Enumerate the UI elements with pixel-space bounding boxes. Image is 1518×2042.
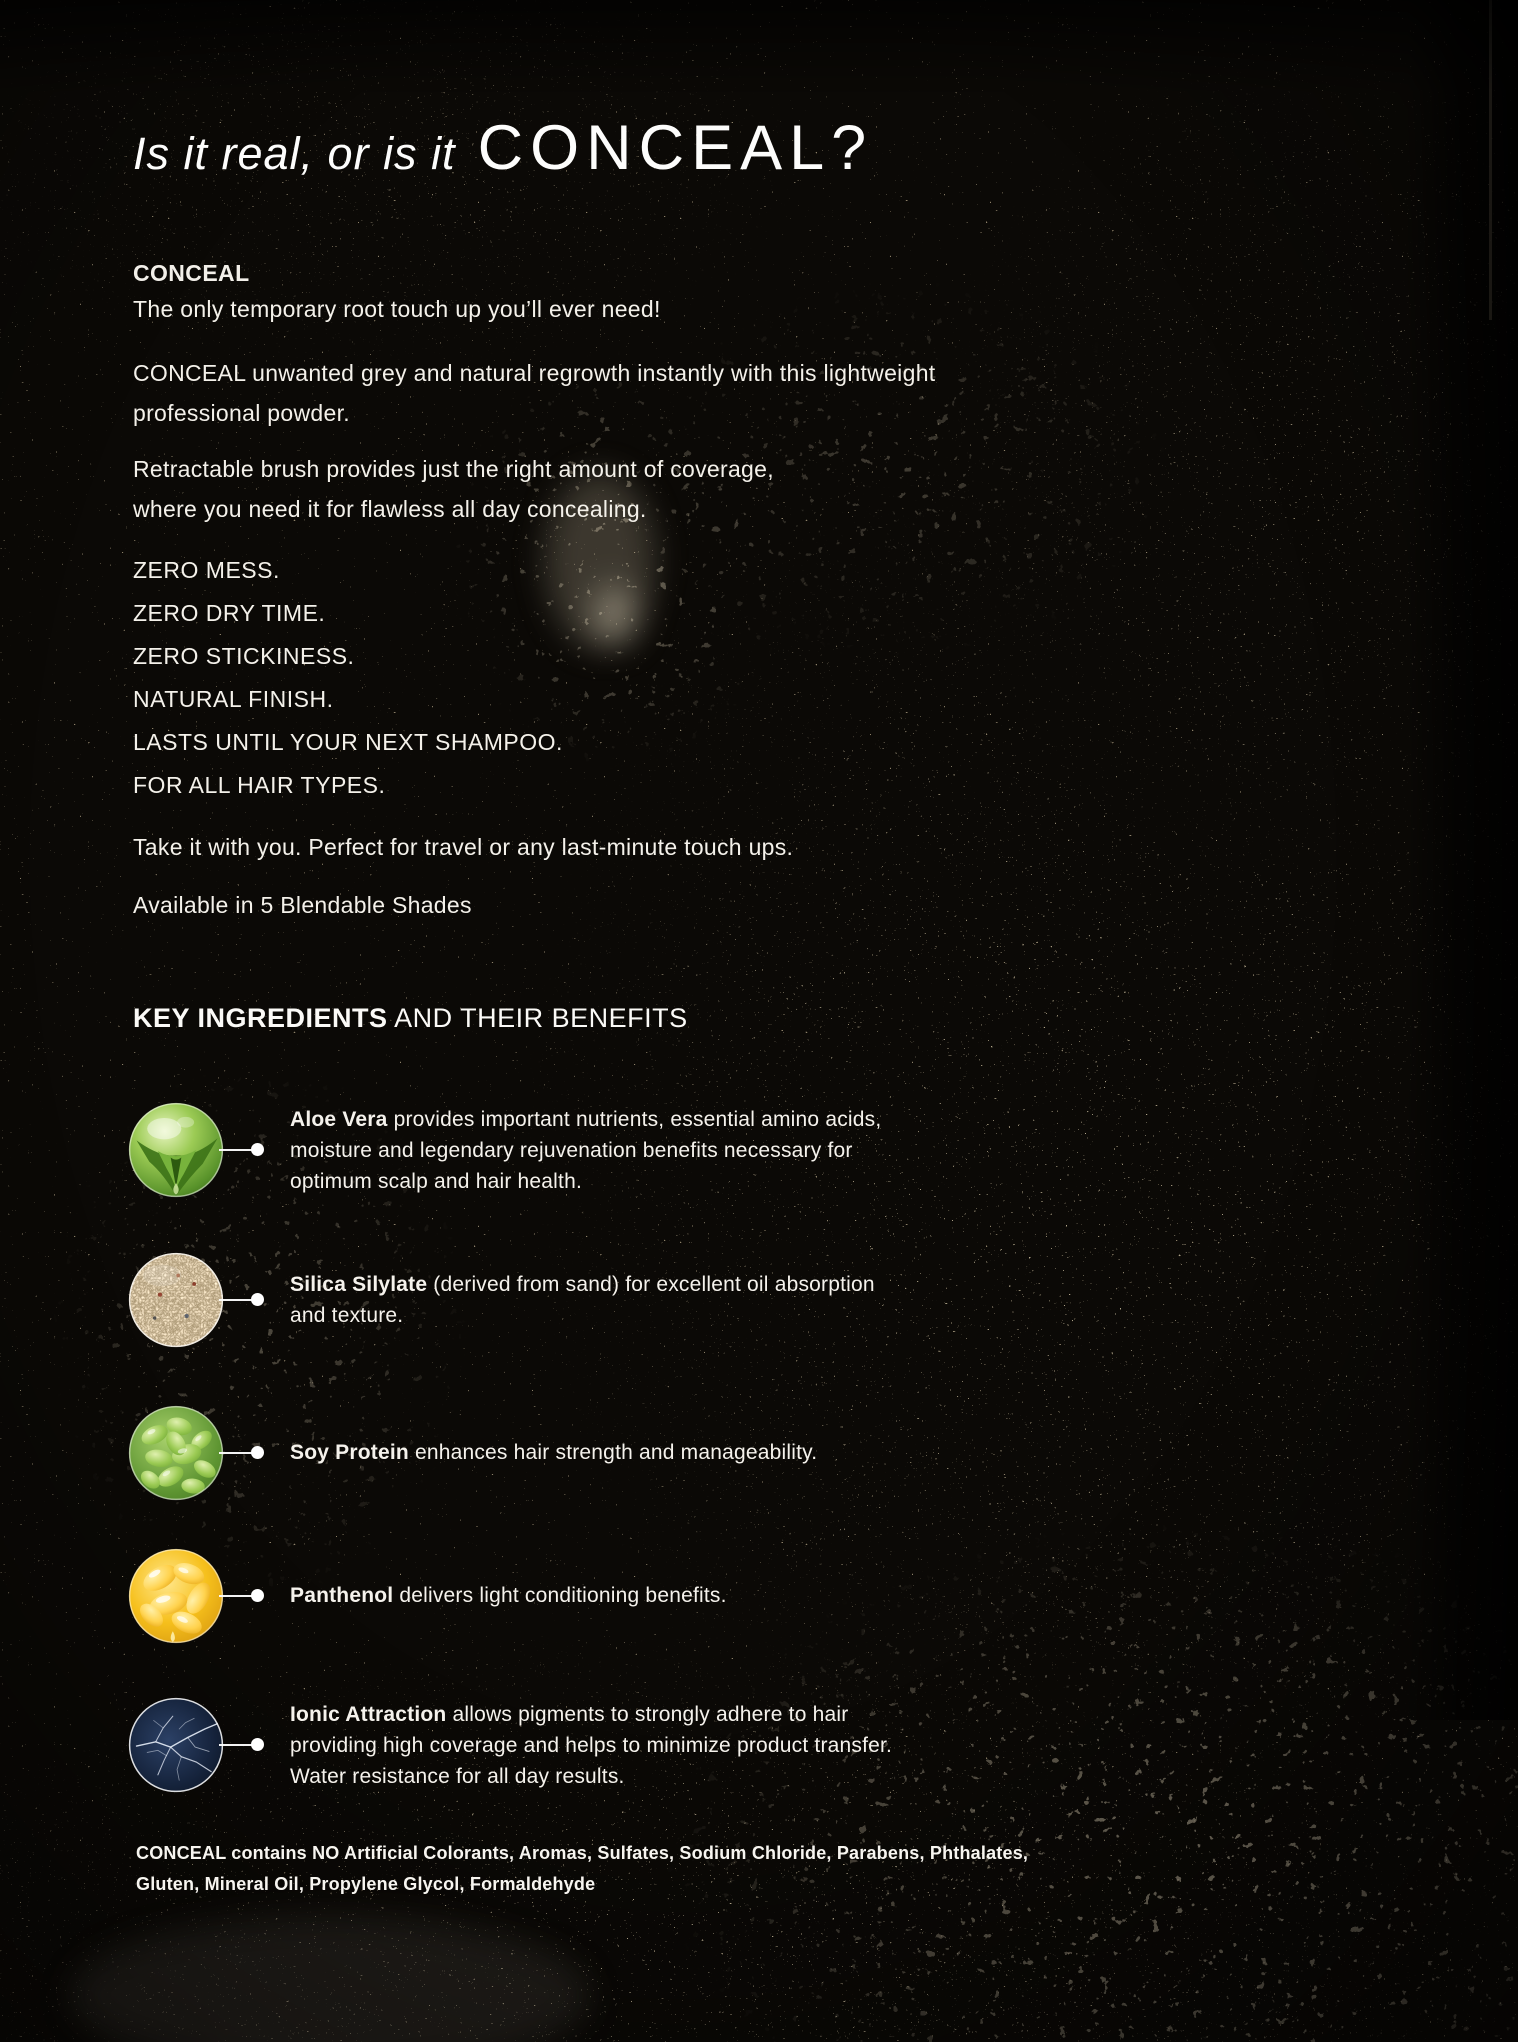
aloe-vera-image [128,1102,224,1198]
ingredient-row-ionic-attraction [0,1697,1518,1793]
ingredient-line [290,1580,727,1611]
panthenol-description [290,1580,727,1611]
soy-beans-image [128,1405,224,1501]
ingredient-line: and texture. [290,1304,404,1327]
paragraph-line: where you need it for flawless all day concealing. [133,496,647,522]
connector-dot [251,1446,264,1459]
feature-item: ZERO STICKINESS. [133,643,355,669]
disclaimer-line: CONCEAL contains NO Artificial Colorants, Aromas, Sulfates, Sodium Chloride, Parabens, Phthalates, [136,1843,1029,1863]
sand-grains-image [128,1252,224,1348]
ionic-energy-image [128,1697,224,1793]
ingredient-name: Aloe Vera [290,1108,388,1131]
ingredient-row-aloe-vera [0,1102,1518,1198]
feature-item: NATURAL FINISH. [133,686,334,712]
title-question-text: Is it real, or is it [133,128,456,179]
paragraph-retractable-brush [133,449,1133,529]
product-tagline: The only temporary root touch up you’ll ever need! [133,296,661,322]
feature-list [133,549,1133,807]
ionic-attraction-description [290,1699,892,1792]
key-ingredients-heading-bold: KEY INGREDIENTS [133,1003,388,1033]
travel-note: Take it with you. Perfect for travel or any last-minute touch ups. [133,834,794,860]
ingredient-free-disclaimer [136,1838,1028,1900]
ingredient-name: Silica Silylate [290,1273,428,1296]
key-ingredients-heading [133,1003,1133,1034]
connector-line [219,1149,253,1151]
soy-beans-illustration [128,1405,224,1501]
ingredient-name: Ionic Attraction [290,1703,447,1726]
soy-protein-description [290,1437,817,1468]
disclaimer-line: Gluten, Mineral Oil, Propylene Glycol, Formaldehyde [136,1874,596,1894]
aloe-vera-description [290,1104,881,1197]
golden-capsules-illustration [128,1548,224,1644]
ingredient-text: delivers light conditioning benefits. [399,1584,727,1607]
ingredient-line [290,1437,817,1468]
golden-capsules-image [128,1548,224,1644]
ingredient-row-silica-silylate [0,1252,1518,1348]
product-name-heading: CONCEAL [133,260,250,286]
connector-line [219,1595,253,1597]
ingredient-line: optimum scalp and hair health. [290,1170,582,1193]
ingredient-line [290,1104,881,1135]
ingredient-row-soy-protein [0,1405,1518,1501]
ingredient-text: provides important nutrients, essential amino acids, [393,1108,882,1131]
ingredient-text: allows pigments to strongly adhere to hair [452,1703,849,1726]
connector-dot [251,1589,264,1602]
page-title [133,112,873,184]
paragraph-line: Retractable brush provides just the right amount of coverage, [133,456,774,482]
ingredient-text: (derived from sand) for excellent oil absorption [433,1273,875,1296]
connector-dot [251,1293,264,1306]
silica-silylate-description [290,1269,875,1331]
ingredient-line: providing high coverage and helps to minimize product transfer. [290,1734,893,1757]
connector-line [219,1452,253,1454]
ingredient-name: Soy Protein [290,1441,409,1464]
feature-item: LASTS UNTIL YOUR NEXT SHAMPOO. [133,729,563,755]
key-ingredients-heading-rest: AND THEIR BENEFITS [394,1003,688,1033]
paragraph-conceal-grey [133,353,1133,433]
ingredient-line: moisture and legendary rejuvenation benefits necessary for [290,1139,853,1162]
ingredient-name: Panthenol [290,1584,394,1607]
feature-item: ZERO DRY TIME. [133,600,326,626]
intro-copy [133,255,1133,1034]
ingredient-text: enhances hair strength and manageability. [414,1441,818,1464]
sand-grains-illustration [128,1252,224,1348]
connector-line [219,1299,253,1301]
paragraph-line: professional powder. [133,400,350,426]
paragraph-line: CONCEAL unwanted grey and natural regrowth instantly with this lightweight [133,360,936,386]
title-brand-name: CONCEAL? [477,113,874,183]
ionic-energy-illustration [128,1697,224,1793]
aloe-vera-illustration [128,1102,224,1198]
connector-dot [251,1738,264,1751]
feature-item: ZERO MESS. [133,557,280,583]
connector-dot [251,1143,264,1156]
connector-line [219,1744,253,1746]
shades-note: Available in 5 Blendable Shades [133,892,472,918]
ingredient-row-panthenol [0,1548,1518,1644]
ingredient-line [290,1699,892,1730]
ingredient-line: Water resistance for all day results. [290,1765,625,1788]
ingredient-line [290,1269,875,1300]
feature-item: FOR ALL HAIR TYPES. [133,772,386,798]
